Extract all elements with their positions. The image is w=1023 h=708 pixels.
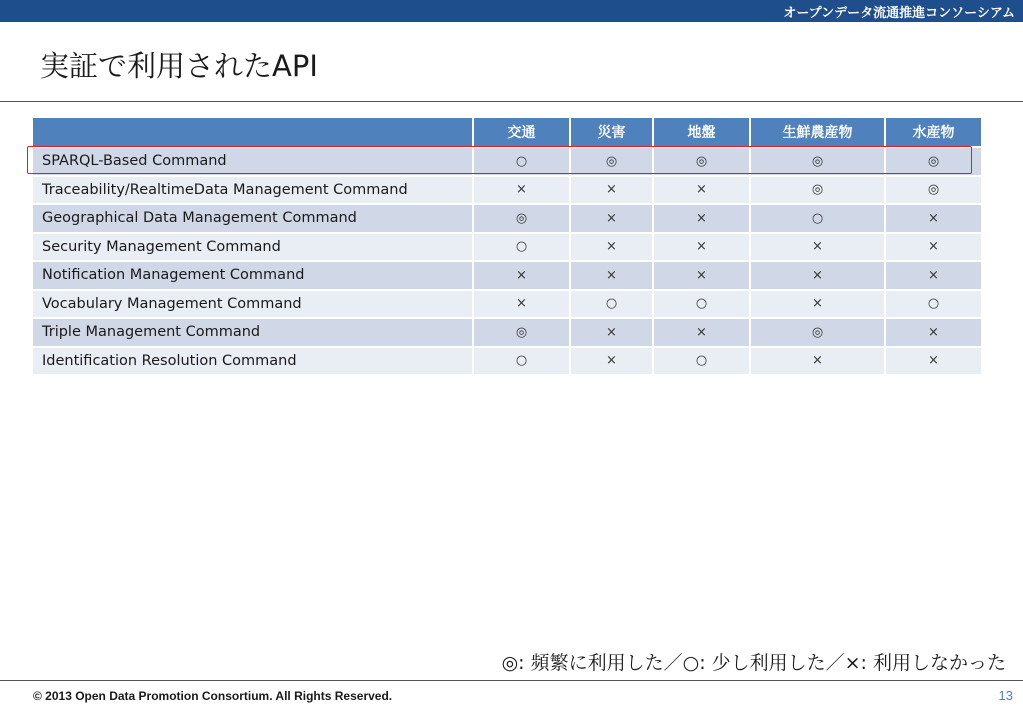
column-header-traffic: 交通 bbox=[473, 118, 570, 147]
column-header-fishery: 水産物 bbox=[885, 118, 981, 147]
legend-text: ◎: 頻繁に利用した／○: 少し利用した／×: 利用しなかった bbox=[501, 652, 1006, 674]
usage-cell: × bbox=[653, 233, 750, 262]
api-name-cell: Geographical Data Management Command bbox=[33, 204, 473, 233]
usage-cell: ◎ bbox=[750, 318, 885, 347]
usage-cell: × bbox=[885, 318, 981, 347]
api-name-cell: Security Management Command bbox=[33, 233, 473, 262]
page-number: 13 bbox=[998, 688, 1013, 703]
column-header-ground: 地盤 bbox=[653, 118, 750, 147]
usage-cell: ○ bbox=[653, 290, 750, 319]
usage-cell: × bbox=[653, 261, 750, 290]
usage-cell: × bbox=[885, 261, 981, 290]
usage-cell: × bbox=[750, 261, 885, 290]
usage-cell: × bbox=[473, 176, 570, 205]
usage-cell: ○ bbox=[570, 290, 653, 319]
usage-cell: × bbox=[750, 290, 885, 319]
title-divider bbox=[0, 101, 1023, 102]
usage-cell: ○ bbox=[473, 347, 570, 375]
column-header-disaster: 災害 bbox=[570, 118, 653, 147]
usage-cell: × bbox=[570, 176, 653, 205]
usage-cell: × bbox=[570, 318, 653, 347]
table-header-row bbox=[33, 118, 981, 147]
column-header-fresh-produce: 生鮮農産物 bbox=[750, 118, 885, 147]
usage-cell: × bbox=[653, 204, 750, 233]
api-name-cell: Notification Management Command bbox=[33, 261, 473, 290]
table-row bbox=[33, 261, 981, 290]
usage-cell: × bbox=[473, 290, 570, 319]
usage-cell: × bbox=[885, 233, 981, 262]
usage-cell: × bbox=[653, 176, 750, 205]
usage-cell: ◎ bbox=[750, 176, 885, 205]
usage-cell: × bbox=[750, 347, 885, 375]
usage-cell: × bbox=[885, 204, 981, 233]
usage-cell: ◎ bbox=[570, 147, 653, 176]
usage-cell: ◎ bbox=[750, 147, 885, 176]
table-row bbox=[33, 176, 981, 205]
header-bar bbox=[0, 0, 1023, 22]
table-row bbox=[33, 347, 981, 375]
usage-cell: × bbox=[570, 233, 653, 262]
api-name-cell: SPARQL-Based Command bbox=[33, 147, 473, 176]
organization-name: オープンデータ流通推進コンソーシアム bbox=[783, 6, 1015, 21]
usage-cell: ○ bbox=[473, 147, 570, 176]
table-row bbox=[33, 204, 981, 233]
usage-cell: × bbox=[885, 347, 981, 375]
table-row bbox=[33, 318, 981, 347]
usage-cell: × bbox=[750, 233, 885, 262]
table-row bbox=[33, 233, 981, 262]
usage-cell: ◎ bbox=[885, 176, 981, 205]
usage-cell: ○ bbox=[473, 233, 570, 262]
table-row bbox=[33, 290, 981, 319]
page-title: 実証で利用されたAPI bbox=[40, 49, 318, 83]
column-header-api bbox=[33, 118, 473, 147]
usage-cell: × bbox=[473, 261, 570, 290]
highlight-box bbox=[27, 146, 972, 174]
usage-cell: ◎ bbox=[653, 147, 750, 176]
usage-cell: × bbox=[570, 204, 653, 233]
api-name-cell: Triple Management Command bbox=[33, 318, 473, 347]
api-name-cell: Traceability/RealtimeData Management Command bbox=[33, 176, 473, 205]
usage-cell: ◎ bbox=[885, 147, 981, 176]
footer-divider bbox=[0, 680, 1023, 681]
usage-cell: × bbox=[653, 318, 750, 347]
copyright-notice: © 2013 Open Data Promotion Consortium. All Rights Reserved. bbox=[33, 689, 393, 703]
usage-cell: × bbox=[570, 347, 653, 375]
usage-cell: ◎ bbox=[473, 318, 570, 347]
api-name-cell: Identification Resolution Command bbox=[33, 347, 473, 375]
api-name-cell: Vocabulary Management Command bbox=[33, 290, 473, 319]
usage-cell: × bbox=[570, 261, 653, 290]
usage-cell: ◎ bbox=[473, 204, 570, 233]
usage-cell: ○ bbox=[750, 204, 885, 233]
usage-cell: ○ bbox=[653, 347, 750, 375]
usage-cell: ○ bbox=[885, 290, 981, 319]
